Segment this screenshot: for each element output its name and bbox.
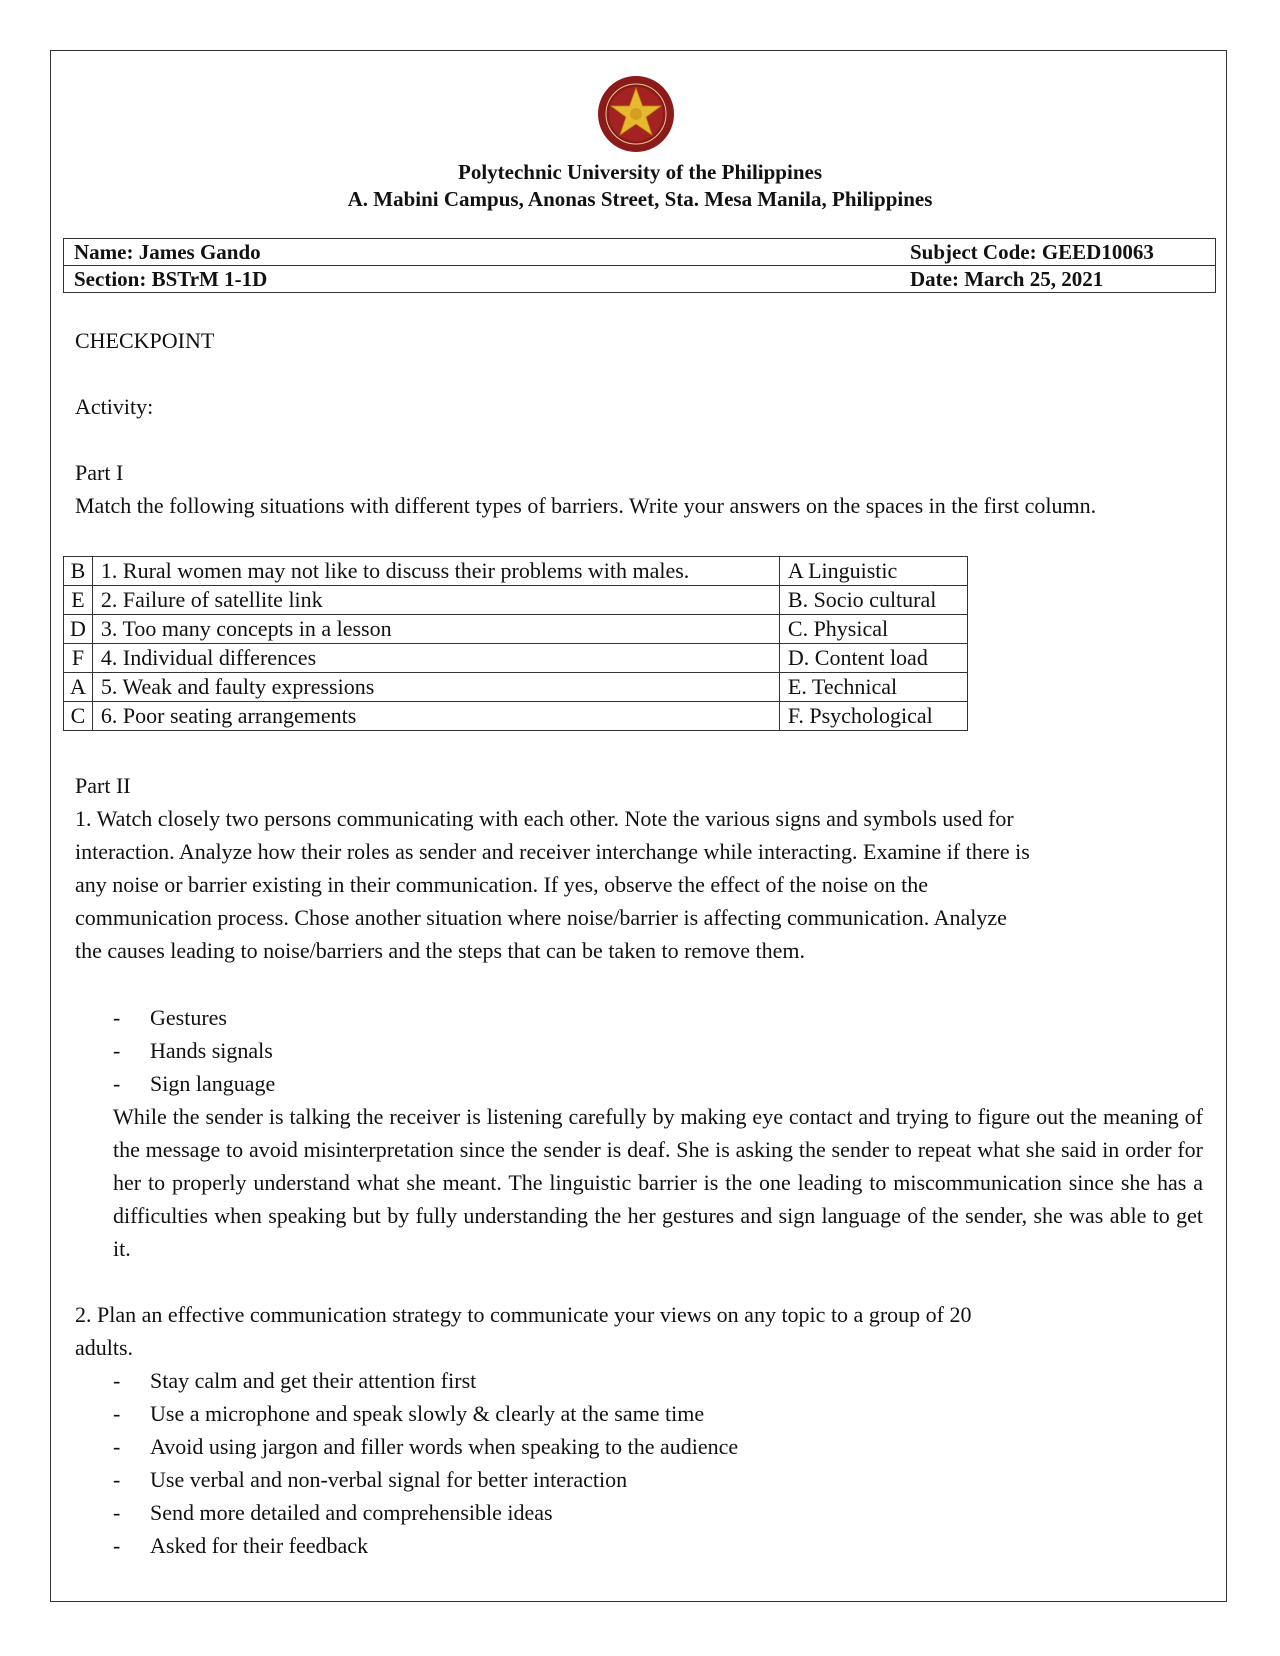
section: Section: BSTrM 1-1D — [64, 266, 901, 293]
situation-cell: 2. Failure of satellite link — [92, 586, 779, 615]
answer-cell: C — [64, 702, 93, 731]
table-row — [64, 673, 968, 702]
bullet-marker: - — [113, 1071, 121, 1096]
list-item: - Send more detailed and comprehensible ideas — [113, 1496, 738, 1529]
date: Date: March 25, 2021 — [900, 266, 1216, 293]
list-item: - Sign language — [113, 1067, 275, 1100]
subject-code: Subject Code: GEED10063 — [900, 239, 1216, 266]
bullet-marker: - — [113, 1401, 121, 1426]
bullet-marker: - — [113, 1500, 121, 1525]
checkpoint-heading: CHECKPOINT — [75, 328, 215, 353]
situation-cell: 3. Too many concepts in a lesson — [92, 615, 779, 644]
university-seal-logo — [596, 74, 676, 154]
bullet-marker: - — [113, 1434, 121, 1459]
table-row — [64, 586, 968, 615]
student-name: Name: James Gando — [64, 239, 901, 266]
bullet-marker: - — [113, 1005, 121, 1030]
answer-cell: E — [64, 586, 93, 615]
bullet-marker: - — [113, 1533, 121, 1558]
list-item: - Use a microphone and speak slowly & clearly at the same time — [113, 1397, 738, 1430]
list-item: - Asked for their feedback — [113, 1529, 738, 1562]
bullet-marker: - — [113, 1467, 121, 1492]
table-row — [64, 615, 968, 644]
university-name: Polytechnic University of the Philippines — [458, 160, 822, 184]
list-item: - Avoid using jargon and filler words when speaking to the audience — [113, 1430, 738, 1463]
bullet-marker: - — [113, 1368, 121, 1393]
bullet-marker: - — [113, 1038, 121, 1063]
list-item: - Gestures — [113, 1001, 275, 1034]
list-item: - Hands signals — [113, 1034, 275, 1067]
barrier-cell: D. Content load — [779, 644, 967, 673]
answer-cell: D — [64, 615, 93, 644]
part2-title: Part II — [75, 773, 131, 798]
table-row — [64, 644, 968, 673]
situation-cell: 6. Poor seating arrangements — [92, 702, 779, 731]
matching-table — [63, 556, 968, 731]
part1-title: Part I — [75, 460, 124, 485]
question-2: 2. Plan an effective communication strategy to communicate your views on any topic to a group of 20 adults. — [75, 1302, 972, 1360]
barrier-cell: F. Psychological — [779, 702, 967, 731]
situation-cell: 4. Individual differences — [92, 644, 779, 673]
answer-cell: A — [64, 673, 93, 702]
student-info-table — [63, 238, 1216, 293]
question-1-bullet-list — [113, 1001, 275, 1100]
table-row — [64, 702, 968, 731]
list-item: - Stay calm and get their attention first — [113, 1364, 738, 1397]
situation-cell: 5. Weak and faulty expressions — [92, 673, 779, 702]
barrier-cell: B. Socio cultural — [779, 586, 967, 615]
answer-cell: B — [64, 557, 93, 586]
list-item: - Use verbal and non-verbal signal for better interaction — [113, 1463, 738, 1496]
part1-instructions: Match the following situations with different types of barriers. Write your answers on the spaces in the first column. — [75, 493, 1097, 518]
barrier-cell: A Linguistic — [779, 557, 967, 586]
answer-cell: F — [64, 644, 93, 673]
barrier-cell: E. Technical — [779, 673, 967, 702]
question-1: 1. Watch closely two persons communicating with each other. Note the various signs and symbols used for interaction. Analyze how their roles as sender and receiver interchange while interacting. Examine if there is any noise or barrier existing in their communication. If yes, observe the effect of the noise on the communication process. Chose another situation where noise/barrier is affecting communication. Analyze the causes leading to noise/barriers and the steps that can be taken to remove them. — [75, 806, 1030, 963]
table-row — [64, 557, 968, 586]
barrier-cell: C. Physical — [779, 615, 967, 644]
question-2-bullet-list — [113, 1364, 738, 1562]
university-address: A. Mabini Campus, Anonas Street, Sta. Mesa Manila, Philippines — [347, 187, 933, 211]
activity-heading: Activity: — [75, 394, 154, 419]
question-1-answer: While the sender is talking the receiver is listening carefully by making eye contact and trying to figure out the meaning of the message to avoid misinterpretation since the sender is deaf. She is asking the sender to repeat what she said in order for her to properly understand what she meant. The linguistic barrier is the one leading to miscommunication since she has a difficulties when speaking but by fully understanding the her gestures and sign language of the sender, she was able to get it. — [113, 1104, 1203, 1261]
situation-cell: 1. Rural women may not like to discuss their problems with males. — [92, 557, 779, 586]
